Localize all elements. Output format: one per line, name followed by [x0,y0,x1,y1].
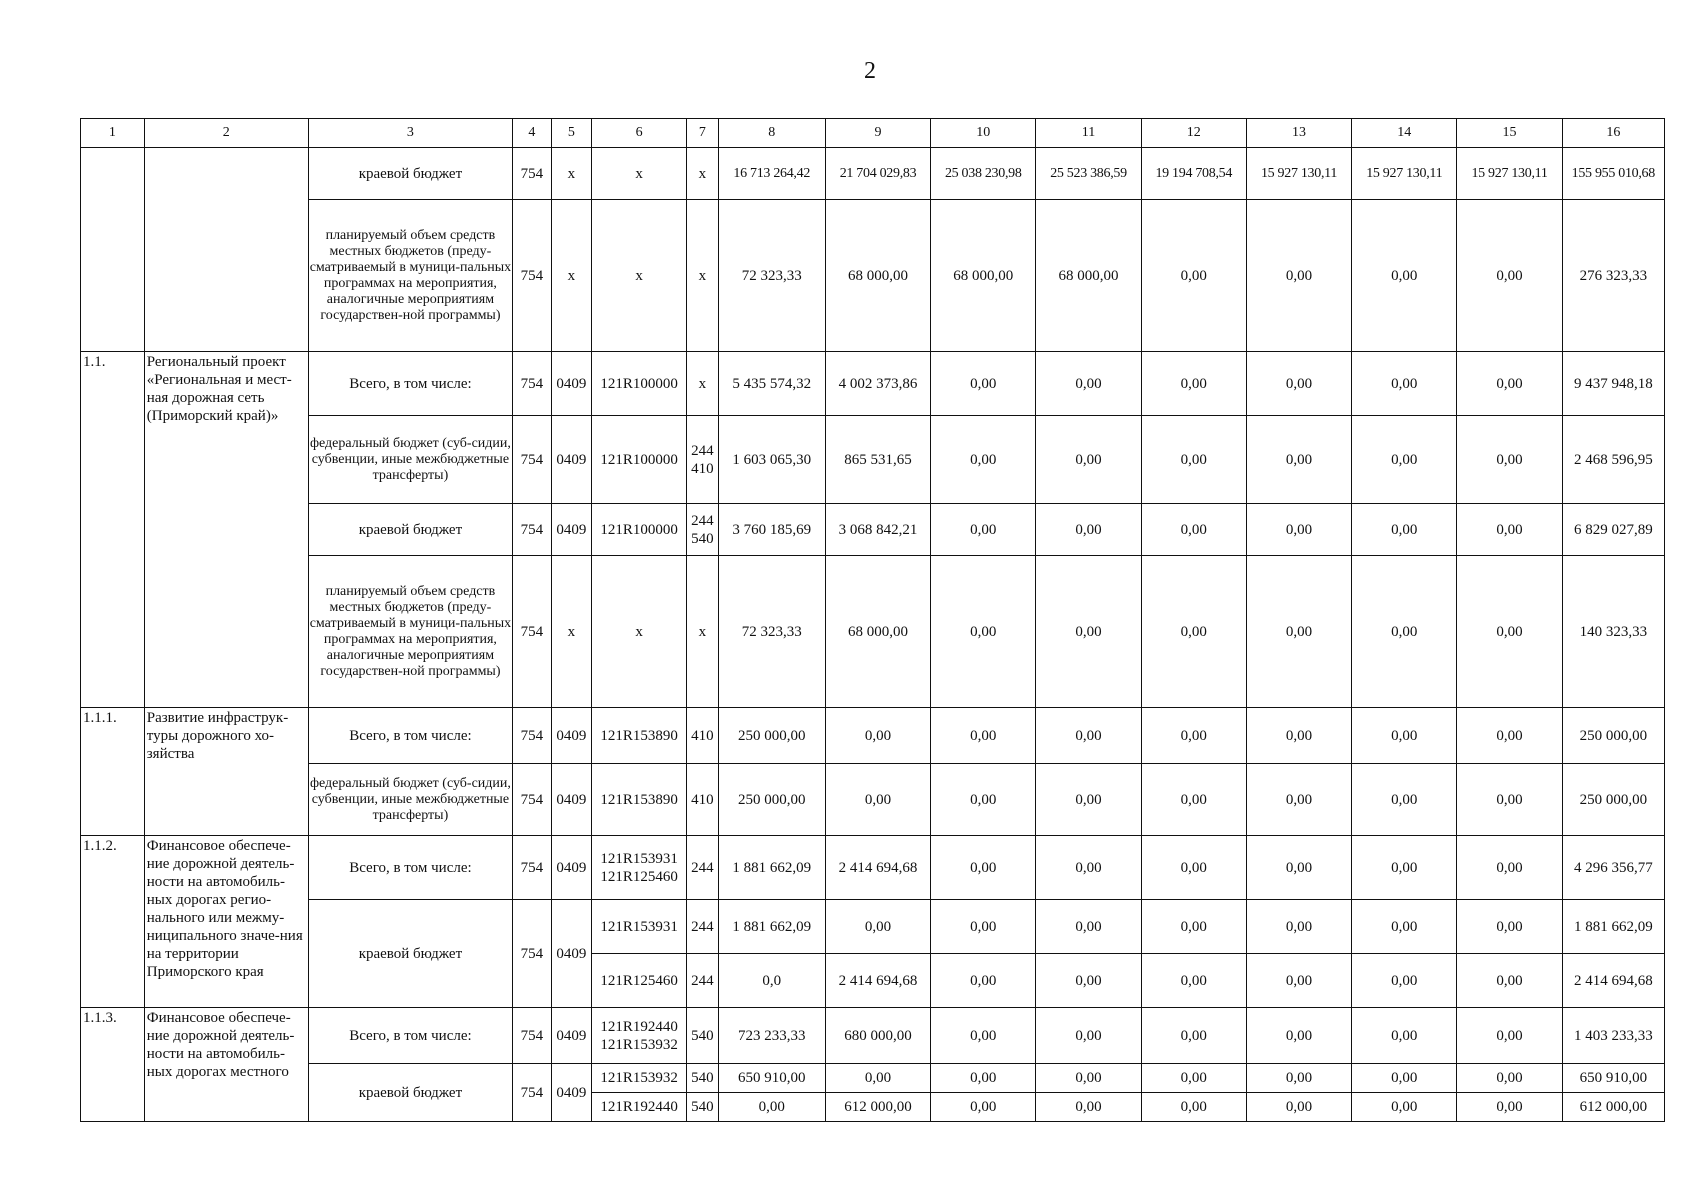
cell-c6: 121R125460 [592,954,687,1008]
value-cell: 0,00 [931,764,1036,836]
header-row [81,119,1665,148]
value-cell: 0,00 [931,954,1036,1008]
value-cell: 2 468 596,95 [1562,416,1664,504]
section-number: 1.1.2. [81,836,145,1008]
cell-c5: 0409 [551,708,591,764]
value-cell: 1 881 662,09 [1562,900,1664,954]
code-line: 121R125460 [600,868,678,885]
header-cell: 11 [1036,119,1141,148]
value-cell: 0,00 [1141,556,1246,708]
value-cell: 0,00 [1457,1093,1562,1122]
value-cell: 0,00 [931,1008,1036,1064]
cell-c5: x [551,200,591,352]
header-cell: 4 [513,119,551,148]
value-cell: 0,00 [1457,504,1562,556]
cell-c6: x [592,556,687,708]
value-cell: 680 000,00 [825,1008,930,1064]
value-cell: 0,00 [1036,1008,1141,1064]
value-cell: 0,00 [1246,1093,1351,1122]
source-label: Всего, в том числе: [308,836,512,900]
cell-c5: 0409 [551,764,591,836]
value-cell: 1 881 662,09 [718,836,825,900]
value-cell: 1 881 662,09 [718,900,825,954]
source-label: Всего, в том числе: [308,708,512,764]
value-cell: 865 531,65 [825,416,930,504]
code-line: 244 [691,512,714,529]
value-cell: 0,00 [1036,900,1141,954]
cell-c4: 754 [513,1008,551,1064]
cell-c6: 121R153931 [592,900,687,954]
table-row [81,764,1665,836]
cell-c4: 754 [513,1064,551,1122]
value-cell: 0,00 [1246,200,1351,352]
table-row [81,708,1665,764]
value-cell: 0,00 [1457,954,1562,1008]
value-cell: 6 829 027,89 [1562,504,1664,556]
value-cell: 250 000,00 [1562,764,1664,836]
value-cell: 0,00 [1352,836,1457,900]
value-cell: 0,00 [718,1093,825,1122]
value-cell: 25 038 230,98 [931,148,1036,200]
value-cell: 0,00 [1457,900,1562,954]
value-cell: 0,00 [1036,504,1141,556]
cell-c7: 244 [687,954,718,1008]
value-cell: 0,00 [931,900,1036,954]
value-cell: 0,00 [931,556,1036,708]
section-number: 1.1.3. [81,1008,145,1122]
table-row [81,148,1665,200]
source-label: федеральный бюджет (суб-сидии, субвенции, иные межбюджетные трансферты) [308,764,512,836]
value-cell: 0,00 [1457,352,1562,416]
value-cell: 250 000,00 [718,764,825,836]
value-cell: 0,00 [1246,708,1351,764]
value-cell: 0,00 [1141,1064,1246,1093]
value-cell: 0,00 [1457,200,1562,352]
section-number: 1.1.1. [81,708,145,836]
header-cell: 10 [931,119,1036,148]
table-row [81,504,1665,556]
value-cell: 0,00 [1246,836,1351,900]
value-cell: 0,00 [1352,504,1457,556]
header-cell: 9 [825,119,930,148]
cell-c5: 0409 [551,836,591,900]
table-row [81,352,1665,416]
value-cell: 0,00 [1352,954,1457,1008]
value-cell: 0,00 [1036,416,1141,504]
value-cell: 3 760 185,69 [718,504,825,556]
value-cell: 0,00 [1457,708,1562,764]
source-label: Всего, в том числе: [308,352,512,416]
cell-c7: x [687,352,718,416]
table-row [81,416,1665,504]
section-name: Региональный проект «Региональная и мест-ная дорожная сеть (Приморский край)» [144,352,308,708]
header-cell: 15 [1457,119,1562,148]
value-cell: 276 323,33 [1562,200,1664,352]
cell-c7: 410 [687,708,718,764]
value-cell: 650 910,00 [1562,1064,1664,1093]
value-cell: 0,00 [1352,556,1457,708]
cell-c5: 0409 [551,1008,591,1064]
source-label: краевой бюджет [308,504,512,556]
value-cell: 0,00 [931,352,1036,416]
value-cell: 0,0 [718,954,825,1008]
cell-c6: 121R100000 [592,504,687,556]
value-cell: 0,00 [931,836,1036,900]
value-cell: 0,00 [931,416,1036,504]
cell-c5: 0409 [551,504,591,556]
value-cell: 72 323,33 [718,200,825,352]
header-cell: 5 [551,119,591,148]
cell-c5: x [551,556,591,708]
value-cell: 0,00 [1036,764,1141,836]
header-cell: 2 [144,119,308,148]
cell-c4: 754 [513,148,551,200]
cell-c7: x [687,556,718,708]
code-line: 410 [691,460,714,477]
value-cell: 155 955 010,68 [1562,148,1664,200]
source-label: планируемый объем средств местных бюджетов (преду-сматриваемый в муници-пальных программах на мероприятия, аналогичные мероприятиям государствен-ной программы) [308,556,512,708]
cell-c7: x [687,200,718,352]
table-row [81,900,1665,954]
value-cell: 0,00 [1141,708,1246,764]
value-cell: 0,00 [1141,1093,1246,1122]
cell-c6: 121R100000 [592,352,687,416]
cell-c7 [687,416,718,504]
header-cell: 8 [718,119,825,148]
cell-c7: 540 [687,1008,718,1064]
value-cell: 0,00 [1036,352,1141,416]
value-cell: 0,00 [825,900,930,954]
source-label: федеральный бюджет (суб-сидии, субвенции, иные межбюджетные трансферты) [308,416,512,504]
cell-c7: 540 [687,1093,718,1122]
value-cell: 0,00 [931,1093,1036,1122]
value-cell: 25 523 386,59 [1036,148,1141,200]
cell-c6: 121R153932 [592,1064,687,1093]
value-cell: 0,00 [1246,954,1351,1008]
cell-c4: 754 [513,556,551,708]
cell-c4: 754 [513,764,551,836]
cell-c6: 121R192440 [592,1093,687,1122]
value-cell: 15 927 130,11 [1246,148,1351,200]
value-cell: 0,00 [1036,556,1141,708]
cell-c6 [592,1008,687,1064]
value-cell: 0,00 [931,708,1036,764]
header-cell: 6 [592,119,687,148]
code-line: 121R153932 [600,1036,678,1053]
value-cell: 0,00 [1141,900,1246,954]
value-cell: 0,00 [1141,416,1246,504]
value-cell: 0,00 [931,1064,1036,1093]
table-row [81,556,1665,708]
code-line: 121R153931 [600,850,678,867]
value-cell: 0,00 [825,1064,930,1093]
value-cell: 0,00 [1352,900,1457,954]
empty-cell [144,148,308,352]
cell-c5: 0409 [551,1064,591,1122]
cell-c7: 410 [687,764,718,836]
value-cell: 0,00 [1457,836,1562,900]
cell-c7: 540 [687,1064,718,1093]
value-cell: 0,00 [1246,764,1351,836]
value-cell: 0,00 [1352,1008,1457,1064]
value-cell: 2 414 694,68 [825,836,930,900]
cell-c7: 244 [687,900,718,954]
source-label: краевой бюджет [308,1064,512,1122]
value-cell: 4 002 373,86 [825,352,930,416]
value-cell: 0,00 [1246,1008,1351,1064]
value-cell: 5 435 574,32 [718,352,825,416]
value-cell: 650 910,00 [718,1064,825,1093]
value-cell: 0,00 [1457,1008,1562,1064]
value-cell: 0,00 [1141,954,1246,1008]
source-label: краевой бюджет [308,900,512,1008]
cell-c7 [687,504,718,556]
value-cell: 0,00 [825,708,930,764]
source-label: Всего, в том числе: [308,1008,512,1064]
value-cell: 0,00 [1246,1064,1351,1093]
value-cell: 0,00 [1352,708,1457,764]
page-number: 2 [864,58,876,84]
code-line: 540 [691,530,714,547]
value-cell: 0,00 [1246,352,1351,416]
value-cell: 0,00 [1141,764,1246,836]
value-cell: 9 437 948,18 [1562,352,1664,416]
cell-c6: 121R153890 [592,708,687,764]
value-cell: 0,00 [1352,764,1457,836]
cell-c6 [592,836,687,900]
cell-c5: x [551,148,591,200]
value-cell: 0,00 [1352,1093,1457,1122]
value-cell: 140 323,33 [1562,556,1664,708]
value-cell: 15 927 130,11 [1352,148,1457,200]
header-cell: 3 [308,119,512,148]
value-cell: 612 000,00 [825,1093,930,1122]
header-cell: 7 [687,119,718,148]
cell-c4: 754 [513,416,551,504]
value-cell: 0,00 [1141,352,1246,416]
table-row [81,836,1665,900]
value-cell: 0,00 [1036,1093,1141,1122]
value-cell: 0,00 [1352,200,1457,352]
value-cell: 3 068 842,21 [825,504,930,556]
section-name: Финансовое обеспече-ние дорожной деятель-ности на автомобиль-ных дорогах регио-нального или межму-ниципального значе-ния на территории Приморского края [144,836,308,1008]
value-cell: 0,00 [1246,900,1351,954]
table-row [81,1064,1665,1093]
value-cell: 2 414 694,68 [825,954,930,1008]
value-cell: 0,00 [1352,416,1457,504]
value-cell: 16 713 264,42 [718,148,825,200]
value-cell: 68 000,00 [825,556,930,708]
cell-c6: x [592,200,687,352]
value-cell: 0,00 [1457,556,1562,708]
value-cell: 72 323,33 [718,556,825,708]
header-cell: 12 [1141,119,1246,148]
value-cell: 0,00 [1036,708,1141,764]
value-cell: 1 603 065,30 [718,416,825,504]
section-name: Финансовое обеспече-ние дорожной деятель-ности на автомобиль-ных дорогах местного [144,1008,308,1122]
value-cell: 0,00 [1457,764,1562,836]
header-cell: 14 [1352,119,1457,148]
budget-table [80,118,1665,1122]
header-cell: 16 [1562,119,1664,148]
source-label: планируемый объем средств местных бюджетов (преду-сматриваемый в муници-пальных программах на мероприятия, аналогичные мероприятиям государствен-ной программы) [308,200,512,352]
cell-c4: 754 [513,836,551,900]
cell-c4: 754 [513,200,551,352]
value-cell: 250 000,00 [718,708,825,764]
cell-c6: 121R153890 [592,764,687,836]
cell-c5: 0409 [551,900,591,1008]
value-cell: 612 000,00 [1562,1093,1664,1122]
value-cell: 0,00 [1141,1008,1246,1064]
value-cell: 723 233,33 [718,1008,825,1064]
empty-cell [81,148,145,352]
cell-c4: 754 [513,708,551,764]
value-cell: 0,00 [1352,352,1457,416]
value-cell: 0,00 [1036,836,1141,900]
value-cell: 0,00 [931,504,1036,556]
value-cell: 0,00 [1036,954,1141,1008]
table-row [81,200,1665,352]
value-cell: 15 927 130,11 [1457,148,1562,200]
value-cell: 0,00 [1246,556,1351,708]
section-name: Развитие инфраструк-туры дорожного хо-зяйства [144,708,308,836]
value-cell: 0,00 [1246,504,1351,556]
table-row [81,1008,1665,1064]
value-cell: 0,00 [1141,836,1246,900]
value-cell: 1 403 233,33 [1562,1008,1664,1064]
value-cell: 0,00 [1141,200,1246,352]
value-cell: 250 000,00 [1562,708,1664,764]
value-cell: 68 000,00 [1036,200,1141,352]
cell-c7: 244 [687,836,718,900]
code-line: 121R192440 [600,1018,678,1035]
value-cell: 19 194 708,54 [1141,148,1246,200]
cell-c6: x [592,148,687,200]
cell-c4: 754 [513,352,551,416]
value-cell: 0,00 [825,764,930,836]
value-cell: 0,00 [1246,416,1351,504]
header-cell: 1 [81,119,145,148]
value-cell: 68 000,00 [825,200,930,352]
cell-c4: 754 [513,900,551,1008]
value-cell: 0,00 [1457,416,1562,504]
cell-c7: x [687,148,718,200]
value-cell: 0,00 [1141,504,1246,556]
value-cell: 0,00 [1036,1064,1141,1093]
source-label: краевой бюджет [308,148,512,200]
value-cell: 2 414 694,68 [1562,954,1664,1008]
value-cell: 4 296 356,77 [1562,836,1664,900]
value-cell: 0,00 [1352,1064,1457,1093]
value-cell: 0,00 [1457,1064,1562,1093]
section-number: 1.1. [81,352,145,708]
cell-c5: 0409 [551,352,591,416]
value-cell: 21 704 029,83 [825,148,930,200]
cell-c6: 121R100000 [592,416,687,504]
cell-c4: 754 [513,504,551,556]
header-cell: 13 [1246,119,1351,148]
value-cell: 68 000,00 [931,200,1036,352]
code-line: 244 [691,442,714,459]
cell-c5: 0409 [551,416,591,504]
